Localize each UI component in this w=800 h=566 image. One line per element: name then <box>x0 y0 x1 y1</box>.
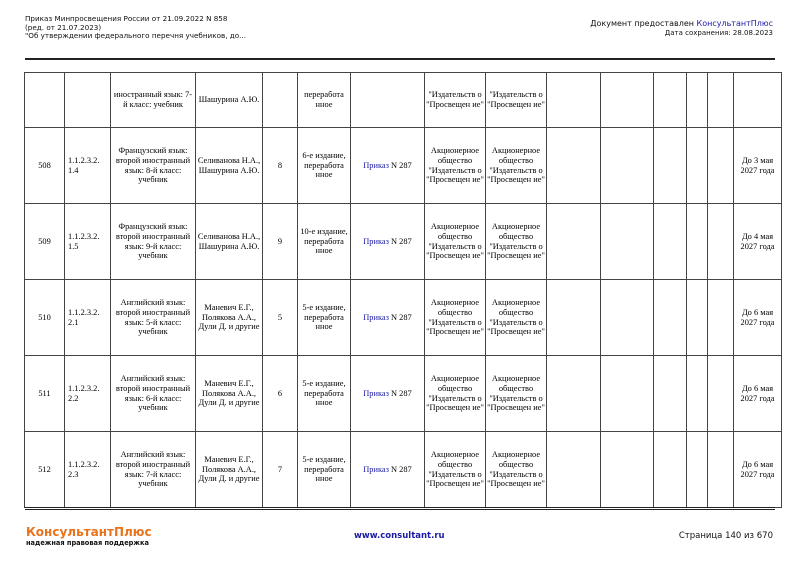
cell-empty <box>601 356 654 432</box>
order-link[interactable]: Приказ <box>363 464 389 474</box>
document-header-right <box>590 19 773 38</box>
textbook-table <box>24 72 782 508</box>
order-link[interactable]: Приказ <box>363 312 389 322</box>
order-number: N 287 <box>388 464 412 474</box>
order-link[interactable]: Приказ <box>363 388 389 398</box>
cell-number <box>25 73 65 128</box>
cell-empty <box>547 280 601 356</box>
cell-empty <box>708 280 734 356</box>
cell-title: Английский язык: второй иностранный язык: 7-й класс: учебник <box>111 432 196 508</box>
logo-name: КонсультантПлюс <box>26 525 152 539</box>
cell-empty <box>547 128 601 204</box>
cell-empty <box>708 432 734 508</box>
cell-grade: 7 <box>263 432 298 508</box>
table-row <box>25 432 782 508</box>
cell-publisher-alt: Акционерное общество "Издательств о "Просвещен ие" <box>486 204 547 280</box>
cell-empty <box>601 128 654 204</box>
table-row <box>25 204 782 280</box>
cell-empty <box>654 73 687 128</box>
cell-deadline: До 6 мая 2027 года <box>734 280 782 356</box>
provided-by-label: Документ предоставлен <box>590 19 697 28</box>
provided-by <box>590 19 773 29</box>
cell-grade: 9 <box>263 204 298 280</box>
cell-empty <box>708 128 734 204</box>
cell-code: 1.1.2.3.2. 2.1 <box>65 280 111 356</box>
cell-edition: 10-е издание, переработа нное <box>298 204 351 280</box>
cell-authors: Маневич Е.Г., Полякова А.А., Дули Д. и другие <box>196 432 263 508</box>
document-header-left <box>25 15 246 41</box>
cell-code: 1.1.2.3.2. 2.2 <box>65 356 111 432</box>
save-date: Дата сохранения: 28.08.2023 <box>664 29 773 37</box>
cell-authors: Селиванова Н.А., Шашурина А.Ю. <box>196 128 263 204</box>
cell-code <box>65 73 111 128</box>
cell-authors: Шашурина А.Ю. <box>196 73 263 128</box>
cell-order <box>351 128 425 204</box>
cell-empty <box>547 432 601 508</box>
cell-authors: Селиванова Н.А., Шашурина А.Ю. <box>196 204 263 280</box>
site-link[interactable]: www.consultant.ru <box>354 531 445 541</box>
cell-empty <box>654 280 687 356</box>
order-number: N 287 <box>388 388 412 398</box>
cell-publisher: "Издательств о "Просвещен ие" <box>425 73 486 128</box>
footer-divider <box>25 507 775 510</box>
logo-tagline: надежная правовая поддержка <box>26 539 149 547</box>
cell-code: 1.1.2.3.2. 2.3 <box>65 432 111 508</box>
cell-edition: 5-е издание, переработа нное <box>298 432 351 508</box>
cell-order <box>351 432 425 508</box>
cell-deadline: До 6 мая 2027 года <box>734 356 782 432</box>
cell-publisher: Акционерное общество "Издательств о "Просвещен ие" <box>425 356 486 432</box>
order-subject: "Об утверждении федерального перечня учебников, до... <box>25 31 246 41</box>
revision-date: (ред. от 21.07.2023) <box>25 22 102 32</box>
cell-grade: 6 <box>263 356 298 432</box>
cell-number: 511 <box>25 356 65 432</box>
cell-empty <box>601 280 654 356</box>
cell-grade: 8 <box>263 128 298 204</box>
cell-empty <box>654 128 687 204</box>
cell-deadline: До 4 мая 2027 года <box>734 204 782 280</box>
consultant-logo <box>26 525 152 547</box>
cell-empty <box>601 204 654 280</box>
cell-empty <box>687 204 708 280</box>
cell-empty <box>687 432 708 508</box>
cell-empty <box>708 356 734 432</box>
cell-empty <box>547 356 601 432</box>
brand-link[interactable]: КонсультантПлюс <box>696 19 773 28</box>
cell-title: Английский язык: второй иностранный язык: 6-й класс: учебник <box>111 356 196 432</box>
cell-publisher-alt: Акционерное общество "Издательств о "Просвещен ие" <box>486 356 547 432</box>
cell-publisher: Акционерное общество "Издательств о "Просвещен ие" <box>425 432 486 508</box>
order-title: Приказ Минпросвещения России от 21.09.2022 N 858 <box>25 14 228 23</box>
cell-empty <box>687 128 708 204</box>
cell-empty <box>708 73 734 128</box>
table-row <box>25 128 782 204</box>
cell-title: Французский язык: второй иностранный язык: 9-й класс: учебник <box>111 204 196 280</box>
cell-number: 512 <box>25 432 65 508</box>
cell-publisher-alt: "Издательств о "Просвещен ие" <box>486 73 547 128</box>
cell-edition: 5-е издание, переработа нное <box>298 280 351 356</box>
cell-deadline <box>734 73 782 128</box>
cell-order <box>351 73 425 128</box>
order-link[interactable]: Приказ <box>363 236 389 246</box>
cell-authors: Маневич Е.Г., Полякова А.А., Дули Д. и другие <box>196 356 263 432</box>
cell-title: Английский язык: второй иностранный язык: 5-й класс: учебник <box>111 280 196 356</box>
cell-empty <box>547 204 601 280</box>
cell-publisher-alt: Акционерное общество "Издательств о "Просвещен ие" <box>486 128 547 204</box>
header-divider <box>25 58 775 60</box>
cell-number: 509 <box>25 204 65 280</box>
page-counter: Страница 140 из 670 <box>678 531 773 541</box>
table-row <box>25 356 782 432</box>
cell-publisher: Акционерное общество "Издательств о "Просвещен ие" <box>425 128 486 204</box>
cell-deadline: До 6 мая 2027 года <box>734 432 782 508</box>
cell-order <box>351 280 425 356</box>
cell-empty <box>687 73 708 128</box>
cell-grade: 5 <box>263 280 298 356</box>
order-number: N 287 <box>388 160 412 170</box>
cell-edition: переработа нное <box>298 73 351 128</box>
order-number: N 287 <box>388 312 412 322</box>
cell-empty <box>547 73 601 128</box>
cell-empty <box>687 356 708 432</box>
cell-publisher: Акционерное общество "Издательств о "Просвещен ие" <box>425 280 486 356</box>
cell-empty <box>708 204 734 280</box>
cell-authors: Маневич Е.Г., Полякова А.А., Дули Д. и другие <box>196 280 263 356</box>
cell-empty <box>654 356 687 432</box>
cell-title: иностранный язык: 7-й класс: учебник <box>111 73 196 128</box>
cell-edition: 5-е издание, переработа нное <box>298 356 351 432</box>
cell-order <box>351 204 425 280</box>
table-row <box>25 73 782 128</box>
cell-deadline: До 3 мая 2027 года <box>734 128 782 204</box>
cell-empty <box>687 280 708 356</box>
cell-number: 510 <box>25 280 65 356</box>
cell-code: 1.1.2.3.2. 1.4 <box>65 128 111 204</box>
cell-empty <box>654 432 687 508</box>
cell-number: 508 <box>25 128 65 204</box>
cell-publisher: Акционерное общество "Издательств о "Просвещен ие" <box>425 204 486 280</box>
cell-empty <box>601 432 654 508</box>
cell-edition: 6-е издание, переработа нное <box>298 128 351 204</box>
cell-publisher-alt: Акционерное общество "Издательств о "Просвещен ие" <box>486 432 547 508</box>
cell-grade <box>263 73 298 128</box>
cell-title: Французский язык: второй иностранный язык: 8-й класс: учебник <box>111 128 196 204</box>
order-number: N 287 <box>388 236 412 246</box>
cell-empty <box>601 73 654 128</box>
cell-empty <box>654 204 687 280</box>
table-row <box>25 280 782 356</box>
cell-order <box>351 356 425 432</box>
cell-publisher-alt: Акционерное общество "Издательств о "Просвещен ие" <box>486 280 547 356</box>
cell-code: 1.1.2.3.2. 1.5 <box>65 204 111 280</box>
order-link[interactable]: Приказ <box>363 160 389 170</box>
